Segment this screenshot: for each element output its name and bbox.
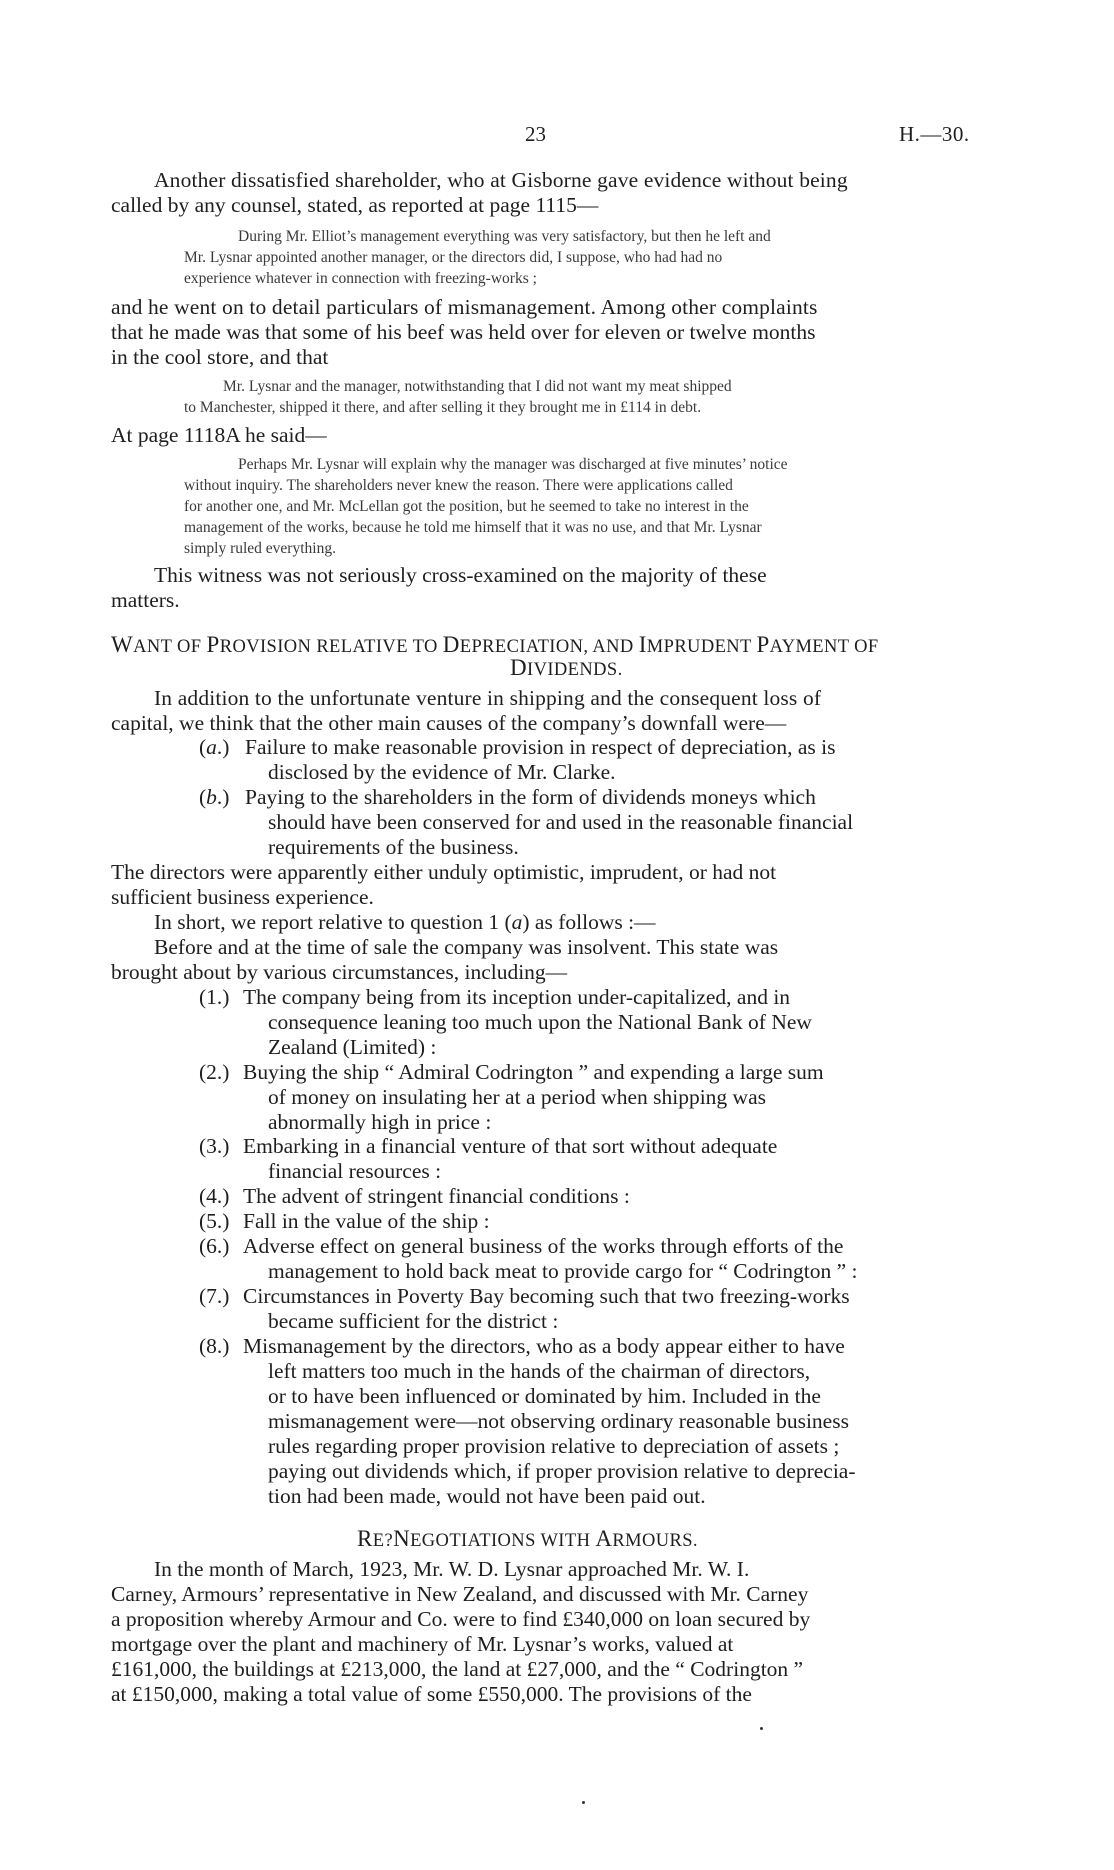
quote-line: Perhaps Mr. Lysnar will explain why the manager was discharged at five minutes’ notice	[238, 456, 788, 473]
list-item-line: disclosed by the evidence of Mr. Clarke.	[268, 760, 616, 784]
quote-line: to Manchester, shipped it there, and after selling it they brought me in £114 in debt.	[184, 399, 702, 416]
paragraph-line: In addition to the unfortunate venture in shipping and the consequent loss of	[154, 686, 822, 710]
heading-text: EGOTIATIONS WITH	[410, 1531, 596, 1551]
paragraph-line: £161,000, the buildings at £213,000, the land at £27,000, and the “ Codrington ”	[111, 1657, 804, 1681]
heading-text: RMOURS.	[612, 1531, 698, 1551]
heading-initial: I	[638, 632, 647, 657]
list-item-line: Mismanagement by the directors, who as a body appear either to have	[243, 1334, 845, 1358]
quote-line: During Mr. Elliot’s management everything was very satisfactory, but then he left and	[238, 228, 771, 245]
list-item-line: should have been conserved for and used in the reasonable financial	[268, 810, 854, 834]
page-number: 23	[525, 122, 546, 146]
paragraph-line: Another dissatisfied shareholder, who at Gisborne gave evidence without being	[154, 168, 848, 192]
list-item-line: Zealand (Limited) :	[268, 1035, 437, 1059]
list-item-line: left matters too much in the hands of the chairman of directors,	[268, 1359, 811, 1383]
paragraph-line: At page 1118A he said—	[111, 423, 327, 447]
paragraph-line: mortgage over the plant and machinery of Mr. Lysnar’s works, valued at	[111, 1632, 734, 1656]
heading-text: E	[372, 1531, 385, 1551]
heading-initial: W	[111, 632, 134, 657]
paragraph-line: called by any counsel, stated, as reported at page 1115—	[111, 193, 599, 217]
section-heading	[111, 633, 879, 659]
list-label: (5.)	[199, 1209, 230, 1233]
list-item-line: Buying the ship “ Admiral Codrington ” and expending a large sum	[243, 1060, 824, 1084]
quote-line: for another one, and Mr. McLellan got the position, but he seemed to take no interest in the	[184, 498, 749, 515]
heading-initial: D	[510, 655, 528, 680]
list-item-line: tion had been made, would not have been paid out.	[268, 1484, 706, 1508]
paragraph-line: a proposition whereby Armour and Co. were to find £340,000 on loan secured by	[111, 1607, 811, 1631]
paragraph-line: In short, we report relative to question 1 (a) as follows :—	[154, 910, 656, 934]
quote-line: Mr. Lysnar and the manager, notwithstanding that I did not want my meat shipped	[223, 378, 732, 395]
scan-speck	[760, 1727, 763, 1730]
heading-text: MPRUDENT	[646, 637, 757, 657]
paragraph-line: that he made was that some of his beef was held over for eleven or twelve months	[111, 320, 816, 344]
list-label: (a.)	[199, 735, 230, 759]
document-code: H.—30.	[899, 122, 970, 146]
paragraph-line: matters.	[111, 588, 180, 612]
heading-text: ?	[384, 1531, 394, 1551]
list-item-line: Fall in the value of the ship :	[243, 1209, 490, 1233]
list-item-line: management to hold back meat to provide cargo for “ Codrington ” :	[268, 1259, 858, 1283]
heading-initial: P	[756, 632, 770, 657]
list-item-line: abnormally high in price :	[268, 1110, 492, 1134]
quote-line: simply ruled everything.	[184, 540, 336, 557]
paragraph-line: Carney, Armours’ representative in New Zealand, and discussed with Mr. Carney	[111, 1582, 809, 1606]
paragraph-line: capital, we think that the other main causes of the company’s downfall were—	[111, 711, 787, 735]
list-item-line: Paying to the shareholders in the form of dividends moneys which	[245, 785, 816, 809]
scan-speck	[582, 1801, 585, 1804]
list-label: (8.)	[199, 1334, 230, 1358]
list-label: (7.)	[199, 1284, 230, 1308]
heading-text: IVIDENDS.	[527, 660, 623, 680]
heading-initial: D	[442, 632, 460, 657]
paragraph-line: brought about by various circumstances, including—	[111, 960, 568, 984]
list-item-line: financial resources :	[268, 1159, 442, 1183]
quote-line: without inquiry. The shareholders never knew the reason. There were applications called	[184, 477, 733, 494]
list-item-line: paying out dividends which, if proper provision relative to deprecia-	[268, 1459, 856, 1483]
heading-text: AYMENT OF	[769, 637, 879, 657]
paragraph-line: sufficient business experience.	[111, 885, 374, 909]
paragraph-line: This witness was not seriously cross-examined on the majority of these	[154, 563, 767, 587]
list-item-line: became sufficient for the district :	[268, 1309, 559, 1333]
paragraph-line: and he went on to detail particulars of mismanagement. Among other complaints	[111, 295, 818, 319]
quote-line: experience whatever in connection with freezing-works ;	[184, 270, 537, 287]
paragraph-line: Before and at the time of sale the company was insolvent. This state was	[154, 935, 779, 959]
list-item-line: The company being from its inception under-capitalized, and in	[243, 985, 791, 1009]
list-label: (2.)	[199, 1060, 230, 1084]
list-label: (1.)	[199, 985, 230, 1009]
list-item-line: mismanagement were—not observing ordinary reasonable business	[268, 1409, 849, 1433]
list-label: (b.)	[199, 785, 230, 809]
quote-line: management of the works, because he told me himself that it was no use, and that Mr. Lysnar	[184, 519, 762, 536]
list-label: (3.)	[199, 1134, 230, 1158]
heading-text: ROVISION RELATIVE TO	[219, 637, 443, 657]
paragraph-line: The directors were apparently either unduly optimistic, imprudent, or had not	[111, 860, 777, 884]
list-item-line: Circumstances in Poverty Bay becoming such that two freezing-works	[243, 1284, 850, 1308]
heading-initial: R	[357, 1526, 373, 1551]
heading-initial: A	[595, 1526, 613, 1551]
quote-line: Mr. Lysnar appointed another manager, or the directors did, I suppose, who had had no	[184, 249, 723, 266]
list-item-line: Adverse effect on general business of the works through efforts of the	[243, 1234, 844, 1258]
list-item-line: or to have been influenced or dominated by him. Included in the	[268, 1384, 821, 1408]
heading-initial: P	[206, 632, 220, 657]
heading-initial: N	[393, 1526, 411, 1551]
list-item-line: requirements of the business.	[268, 835, 519, 859]
paragraph-line: In the month of March, 1923, Mr. W. D. Lysnar approached Mr. W. I.	[154, 1557, 750, 1581]
paragraph-line: in the cool store, and that	[111, 345, 329, 369]
section-heading	[357, 1527, 698, 1553]
heading-text: ANT OF	[133, 637, 207, 657]
section-heading-continued	[510, 656, 623, 682]
list-item-line: of money on insulating her at a period when shipping was	[268, 1085, 766, 1109]
list-item-line: consequence leaning too much upon the National Bank of New	[268, 1010, 812, 1034]
heading-text: EPRECIATION, AND	[459, 637, 639, 657]
list-label: (4.)	[199, 1184, 230, 1208]
list-item-line: Embarking in a financial venture of that sort without adequate	[243, 1134, 778, 1158]
list-item-line: rules regarding proper provision relative to depreciation of assets ;	[268, 1434, 840, 1458]
paragraph-line: at £150,000, making a total value of some £550,000. The provisions of the	[111, 1682, 752, 1706]
list-item-line: The advent of stringent financial conditions :	[243, 1184, 630, 1208]
list-item-line: Failure to make reasonable provision in respect of depreciation, as is	[245, 735, 836, 759]
list-label: (6.)	[199, 1234, 230, 1258]
